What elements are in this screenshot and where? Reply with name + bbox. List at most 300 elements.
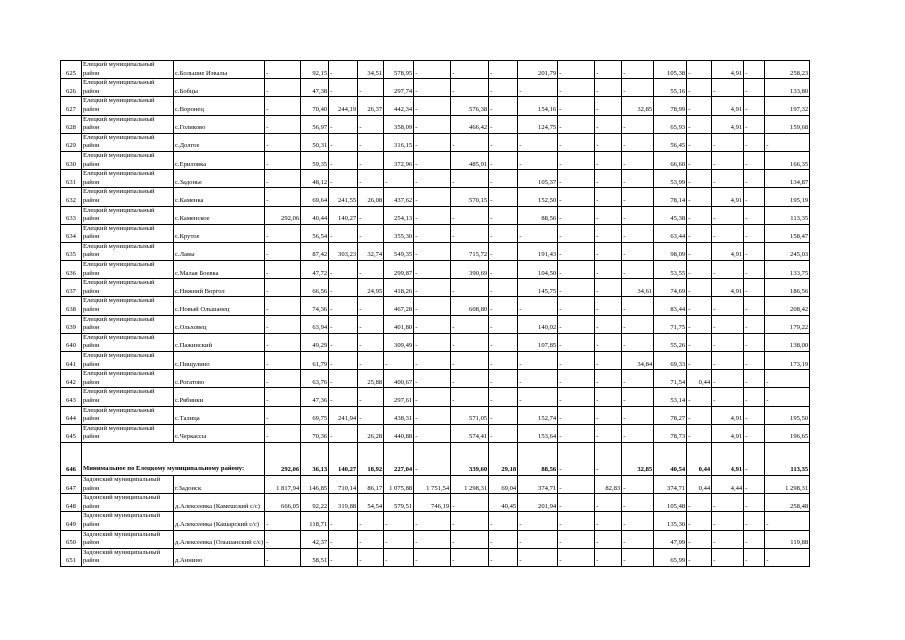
value-cell: 579,51	[384, 494, 414, 512]
value-cell: -	[265, 170, 301, 188]
value-cell: 1 298,31	[765, 475, 810, 493]
value-cell: 400,67	[384, 370, 414, 388]
table-row	[61, 133, 810, 151]
value-cell: -	[622, 170, 654, 188]
value-cell: -	[451, 206, 489, 224]
value-cell: 258,23	[765, 61, 810, 79]
value-cell: -	[622, 406, 654, 424]
value-cell: -	[451, 370, 489, 388]
value-cell: -	[265, 530, 301, 548]
value-cell: -	[622, 242, 654, 260]
value-cell: 42,37	[301, 530, 329, 548]
value-cell: 316,15	[384, 133, 414, 151]
value-cell: 45,38	[654, 206, 687, 224]
value-cell: 133,80	[765, 79, 810, 97]
district-cell: Елецкий муниципальный район	[82, 224, 174, 242]
value-cell: 319,88	[329, 494, 358, 512]
value-cell: -	[744, 206, 765, 224]
value-cell: -	[489, 297, 518, 315]
value-cell: -	[558, 261, 595, 279]
value-cell: -	[414, 352, 451, 370]
value-cell: -	[329, 530, 358, 548]
value-cell: 309,49	[384, 333, 414, 351]
value-cell: -	[622, 370, 654, 388]
value-cell: 374,71	[518, 475, 558, 493]
value-cell: -	[765, 388, 810, 406]
value-cell: -	[595, 224, 622, 242]
value-cell: -	[744, 97, 765, 115]
value-cell: -	[489, 151, 518, 169]
value-cell: 69,33	[654, 352, 687, 370]
value-cell: 140,27	[329, 442, 358, 475]
value-cell: -	[622, 333, 654, 351]
district-cell: Елецкий муниципальный район	[82, 79, 174, 97]
table-row	[61, 406, 810, 424]
value-cell: 34,84	[622, 352, 654, 370]
value-cell: -	[358, 548, 384, 566]
value-cell: 438,31	[384, 406, 414, 424]
row-number-cell: 630	[61, 151, 82, 169]
value-cell: 4,91	[712, 242, 744, 260]
value-cell: -	[489, 115, 518, 133]
value-cell: -	[558, 370, 595, 388]
value-cell: -	[595, 97, 622, 115]
value-cell: -	[558, 133, 595, 151]
value-cell: -	[687, 224, 712, 242]
value-cell: 50,31	[301, 133, 329, 151]
value-cell: -	[414, 388, 451, 406]
value-cell: -	[687, 333, 712, 351]
value-cell: -	[265, 370, 301, 388]
value-cell: -	[712, 170, 744, 188]
value-cell: -	[744, 370, 765, 388]
value-cell: -	[489, 315, 518, 333]
value-cell: -	[622, 512, 654, 530]
value-cell: -	[687, 115, 712, 133]
district-cell: Елецкий муниципальный район	[82, 261, 174, 279]
value-cell: -	[358, 79, 384, 97]
value-cell: 4,91	[712, 424, 744, 442]
value-cell: 74,69	[654, 279, 687, 297]
value-cell: -	[518, 79, 558, 97]
value-cell: 134,87	[765, 170, 810, 188]
value-cell: 25,88	[358, 370, 384, 388]
district-cell: Елецкий муниципальный район	[82, 424, 174, 442]
value-cell: -	[414, 370, 451, 388]
value-cell: -	[744, 170, 765, 188]
value-cell: -	[744, 133, 765, 151]
table-row	[61, 352, 810, 370]
value-cell: -	[358, 133, 384, 151]
value-cell: -	[518, 297, 558, 315]
value-cell: -	[329, 352, 358, 370]
value-cell: -	[265, 79, 301, 97]
value-cell: 201,94	[518, 494, 558, 512]
value-cell: -	[265, 188, 301, 206]
value-cell: 195,50	[765, 406, 810, 424]
value-cell: -	[558, 442, 595, 475]
value-cell: 70,40	[301, 97, 329, 115]
value-cell: -	[712, 352, 744, 370]
value-cell: 258,48	[765, 494, 810, 512]
value-cell: -	[265, 352, 301, 370]
value-cell: 124,75	[518, 115, 558, 133]
value-cell: -	[265, 424, 301, 442]
value-cell: -	[558, 315, 595, 333]
value-cell: 24,95	[358, 279, 384, 297]
value-cell: -	[687, 297, 712, 315]
district-cell: Елецкий муниципальный район	[82, 133, 174, 151]
value-cell: -	[265, 512, 301, 530]
value-cell: 4,91	[712, 406, 744, 424]
settlement-cell: д.Алексеевка (Ольшанский с/с)	[174, 530, 265, 548]
value-cell: -	[414, 206, 451, 224]
value-cell: -	[489, 530, 518, 548]
value-cell: -	[414, 151, 451, 169]
table-row	[61, 224, 810, 242]
settlement-cell: с.Ольховец	[174, 315, 265, 333]
value-cell: -	[329, 279, 358, 297]
value-cell: 390,69	[451, 261, 489, 279]
value-cell: -	[518, 512, 558, 530]
value-cell: 98,09	[654, 242, 687, 260]
district-cell: Елецкий муниципальный район	[82, 297, 174, 315]
value-cell: -	[558, 388, 595, 406]
value-cell: 570,15	[451, 188, 489, 206]
table-row	[61, 297, 810, 315]
value-cell: -	[558, 406, 595, 424]
value-cell: -	[329, 133, 358, 151]
value-cell: -	[712, 133, 744, 151]
row-number-cell: 648	[61, 494, 82, 512]
tariff-table	[60, 60, 810, 567]
value-cell: -	[358, 512, 384, 530]
value-cell: -	[595, 370, 622, 388]
value-cell: -	[595, 242, 622, 260]
value-cell: 4,91	[712, 279, 744, 297]
value-cell: -	[595, 315, 622, 333]
value-cell: -	[329, 61, 358, 79]
settlement-cell: с.Каменское	[174, 206, 265, 224]
value-cell: 26,37	[358, 97, 384, 115]
value-cell: -	[744, 297, 765, 315]
value-cell: 292,06	[265, 206, 301, 224]
value-cell: -	[558, 115, 595, 133]
value-cell: -	[558, 224, 595, 242]
value-cell: 154,16	[518, 97, 558, 115]
table-row	[61, 370, 810, 388]
table-row	[61, 424, 810, 442]
value-cell: 140,27	[329, 206, 358, 224]
value-cell: -	[744, 388, 765, 406]
value-cell: -	[358, 261, 384, 279]
value-cell: -	[451, 512, 489, 530]
value-cell: 71,75	[654, 315, 687, 333]
row-number-cell: 628	[61, 115, 82, 133]
value-cell: 576,38	[451, 97, 489, 115]
value-cell: -	[451, 224, 489, 242]
value-cell: -	[765, 548, 810, 566]
value-cell: 297,74	[384, 79, 414, 97]
value-cell: -	[744, 261, 765, 279]
value-cell: 166,35	[765, 151, 810, 169]
value-cell: -	[687, 494, 712, 512]
value-cell: -	[329, 115, 358, 133]
district-cell: Елецкий муниципальный район	[82, 170, 174, 188]
value-cell: -	[744, 512, 765, 530]
value-cell: 138,00	[765, 333, 810, 351]
value-cell: -	[329, 151, 358, 169]
table-row	[61, 206, 810, 224]
value-cell: -	[558, 79, 595, 97]
value-cell: -	[451, 388, 489, 406]
value-cell: -	[489, 97, 518, 115]
table-body	[61, 61, 810, 567]
value-cell: 32,74	[358, 242, 384, 260]
value-cell: -	[384, 170, 414, 188]
value-cell: 47,36	[301, 388, 329, 406]
value-cell: -	[358, 170, 384, 188]
value-cell: -	[414, 188, 451, 206]
value-cell: -	[622, 115, 654, 133]
value-cell: -	[329, 297, 358, 315]
row-number-cell: 634	[61, 224, 82, 242]
settlement-cell: д.Алексеевка (Кашарский с/с)	[174, 512, 265, 530]
value-cell: 40,44	[301, 206, 329, 224]
value-cell: -	[712, 494, 744, 512]
value-cell: 105,48	[654, 494, 687, 512]
value-cell: 107,85	[518, 333, 558, 351]
value-cell: -	[358, 297, 384, 315]
value-cell: -	[358, 151, 384, 169]
value-cell: 254,13	[384, 206, 414, 224]
value-cell: -	[329, 388, 358, 406]
summary-row	[61, 442, 810, 475]
settlement-cell: с.Воронец	[174, 97, 265, 115]
district-cell: Елецкий муниципальный район	[82, 188, 174, 206]
value-cell: 186,56	[765, 279, 810, 297]
value-cell: 87,42	[301, 242, 329, 260]
row-number-cell: 650	[61, 530, 82, 548]
value-cell: 485,91	[451, 151, 489, 169]
value-cell: 61,79	[301, 352, 329, 370]
table-row	[61, 61, 810, 79]
value-cell: -	[414, 406, 451, 424]
district-cell: Елецкий муниципальный район	[82, 352, 174, 370]
value-cell: -	[595, 206, 622, 224]
value-cell: 158,47	[765, 224, 810, 242]
value-cell: -	[558, 170, 595, 188]
settlement-cell: с.Пажинский	[174, 333, 265, 351]
value-cell: -	[451, 548, 489, 566]
settlement-cell: с.Каменка	[174, 188, 265, 206]
row-number-cell: 638	[61, 297, 82, 315]
value-cell: -	[329, 370, 358, 388]
value-cell: -	[489, 170, 518, 188]
value-cell: 245,03	[765, 242, 810, 260]
value-cell: 54,54	[358, 494, 384, 512]
settlement-cell: с.Ериловка	[174, 151, 265, 169]
value-cell: -	[489, 370, 518, 388]
value-cell: -	[558, 494, 595, 512]
value-cell: -	[744, 61, 765, 79]
value-cell: 29,18	[489, 442, 518, 475]
value-cell: 55,26	[654, 333, 687, 351]
row-number-cell: 637	[61, 279, 82, 297]
value-cell: -	[518, 133, 558, 151]
value-cell: -	[687, 261, 712, 279]
row-number-cell: 631	[61, 170, 82, 188]
value-cell: 241,55	[329, 188, 358, 206]
value-cell: -	[558, 97, 595, 115]
value-cell: -	[451, 61, 489, 79]
value-cell: -	[414, 279, 451, 297]
district-cell: Елецкий муниципальный район	[82, 61, 174, 79]
value-cell: 34,61	[622, 279, 654, 297]
settlement-cell: г.Задонск	[174, 475, 265, 493]
value-cell: 78,99	[654, 97, 687, 115]
value-cell: -	[744, 315, 765, 333]
value-cell: 152,74	[518, 406, 558, 424]
value-cell: -	[518, 388, 558, 406]
row-number-cell: 633	[61, 206, 82, 224]
value-cell: -	[489, 224, 518, 242]
value-cell: -	[744, 224, 765, 242]
value-cell: -	[622, 424, 654, 442]
value-cell: -	[489, 406, 518, 424]
value-cell: -	[489, 133, 518, 151]
settlement-cell: д.Аннино	[174, 548, 265, 566]
table-row	[61, 333, 810, 351]
value-cell: -	[489, 188, 518, 206]
value-cell: 74,36	[301, 297, 329, 315]
value-cell: 133,75	[765, 261, 810, 279]
value-cell: 227,04	[384, 442, 414, 475]
value-cell: -	[558, 188, 595, 206]
value-cell: 65,99	[654, 548, 687, 566]
value-cell: -	[384, 352, 414, 370]
district-cell: Задонский муниципальный район	[82, 475, 174, 493]
value-cell: 56,54	[301, 224, 329, 242]
row-number-cell: 641	[61, 352, 82, 370]
value-cell: -	[329, 315, 358, 333]
value-cell: -	[414, 315, 451, 333]
value-cell: -	[414, 97, 451, 115]
district-cell: Елецкий муниципальный район	[82, 388, 174, 406]
value-cell: -	[595, 333, 622, 351]
value-cell: 70,36	[301, 424, 329, 442]
district-cell: Елецкий муниципальный район	[82, 242, 174, 260]
value-cell: 56,97	[301, 115, 329, 133]
value-cell: -	[622, 206, 654, 224]
value-cell: -	[414, 548, 451, 566]
value-cell: 1 075,88	[384, 475, 414, 493]
value-cell: -	[622, 475, 654, 493]
value-cell: -	[622, 151, 654, 169]
value-cell: -	[595, 530, 622, 548]
district-cell: Елецкий муниципальный район	[82, 370, 174, 388]
settlement-cell: с.Нижний Воргол	[174, 279, 265, 297]
district-cell: Задонский муниципальный район	[82, 530, 174, 548]
value-cell: -	[558, 530, 595, 548]
settlement-cell: с.Долгое	[174, 133, 265, 151]
table-row	[61, 79, 810, 97]
value-cell: -	[265, 242, 301, 260]
value-cell: -	[518, 151, 558, 169]
value-cell: 4,91	[712, 61, 744, 79]
value-cell: -	[712, 79, 744, 97]
value-cell: 119,88	[765, 530, 810, 548]
value-cell: 88,56	[518, 206, 558, 224]
value-cell: 40,54	[654, 442, 687, 475]
row-number-cell: 649	[61, 512, 82, 530]
value-cell: -	[329, 261, 358, 279]
value-cell: -	[358, 224, 384, 242]
value-cell: -	[358, 352, 384, 370]
value-cell: 4,91	[712, 188, 744, 206]
value-cell: -	[558, 242, 595, 260]
value-cell: -	[712, 151, 744, 169]
value-cell: -	[744, 424, 765, 442]
value-cell: -	[687, 170, 712, 188]
value-cell: -	[622, 494, 654, 512]
value-cell: -	[329, 424, 358, 442]
value-cell: -	[687, 61, 712, 79]
district-cell: Елецкий муниципальный район	[82, 97, 174, 115]
district-cell: Задонский муниципальный район	[82, 548, 174, 566]
value-cell: -	[712, 206, 744, 224]
value-cell: 63,76	[301, 370, 329, 388]
value-cell: -	[744, 494, 765, 512]
value-cell: 105,37	[518, 170, 558, 188]
value-cell: 113,35	[765, 442, 810, 475]
value-cell: 53,55	[654, 261, 687, 279]
value-cell: -	[595, 494, 622, 512]
value-cell: -	[414, 242, 451, 260]
settlement-cell: с.Крутое	[174, 224, 265, 242]
table-row	[61, 170, 810, 188]
value-cell: 66,56	[301, 279, 329, 297]
value-cell: 442,34	[384, 97, 414, 115]
value-cell: 66,60	[654, 151, 687, 169]
value-cell: 195,19	[765, 188, 810, 206]
value-cell: -	[265, 279, 301, 297]
value-cell: -	[687, 242, 712, 260]
value-cell: -	[744, 115, 765, 133]
value-cell: -	[595, 115, 622, 133]
value-cell: -	[595, 279, 622, 297]
value-cell: 197,32	[765, 97, 810, 115]
value-cell: 666,05	[265, 494, 301, 512]
value-cell: -	[622, 297, 654, 315]
value-cell: -	[518, 370, 558, 388]
district-cell: Елецкий муниципальный район	[82, 206, 174, 224]
district-cell: Елецкий муниципальный район	[82, 279, 174, 297]
value-cell: -	[744, 530, 765, 548]
value-cell: -	[414, 333, 451, 351]
value-cell: 466,42	[451, 115, 489, 133]
district-cell: Елецкий муниципальный район	[82, 406, 174, 424]
value-cell: -	[744, 79, 765, 97]
value-cell: 0,44	[687, 370, 712, 388]
value-cell: -	[489, 512, 518, 530]
value-cell: -	[384, 512, 414, 530]
row-number-cell: 635	[61, 242, 82, 260]
value-cell: -	[687, 548, 712, 566]
value-cell: 26,08	[358, 188, 384, 206]
value-cell: 55,16	[654, 79, 687, 97]
value-cell: -	[622, 188, 654, 206]
